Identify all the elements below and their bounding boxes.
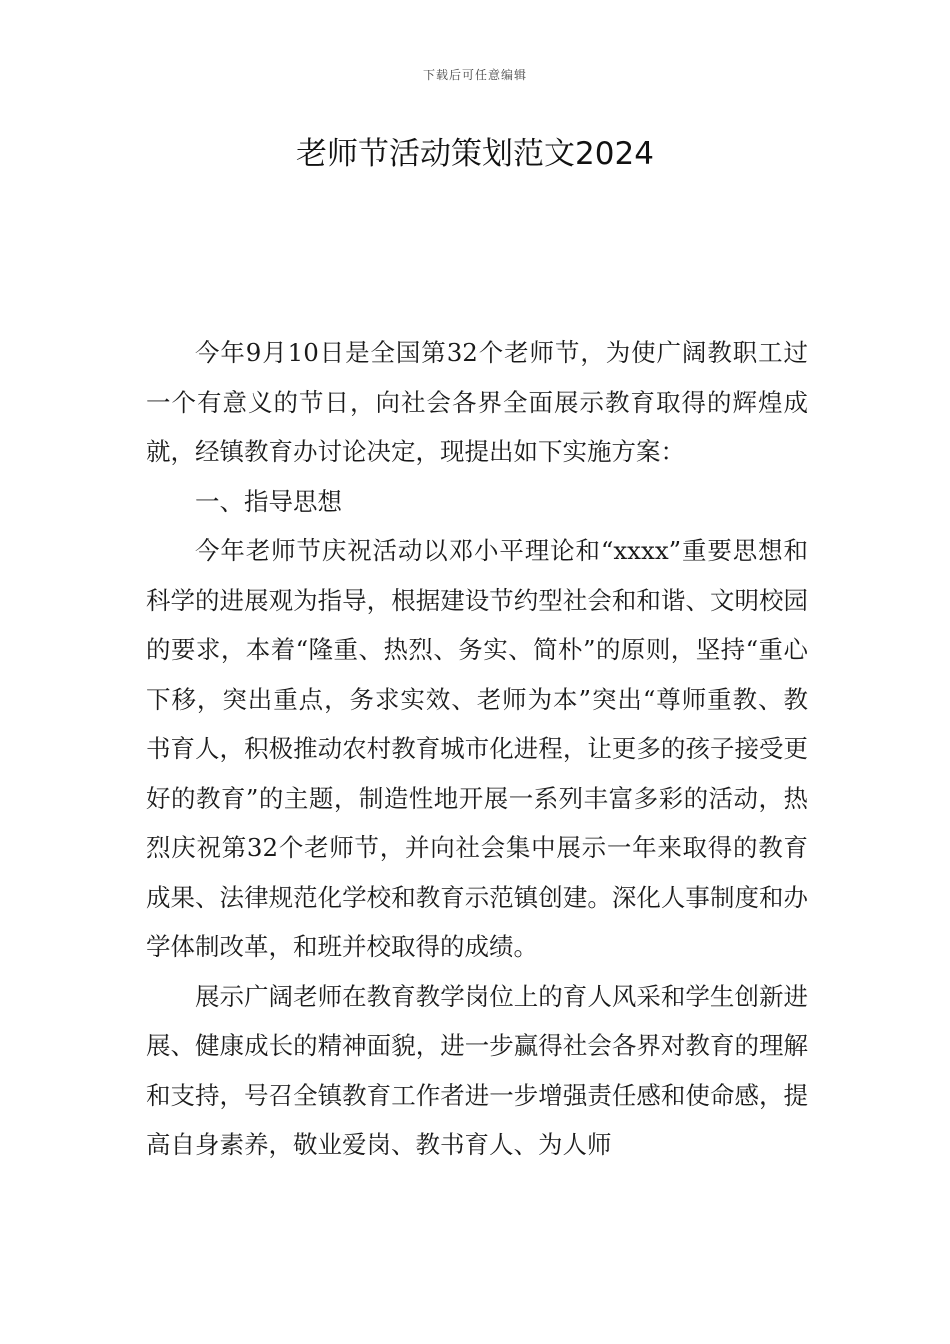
document-body: [146, 328, 808, 1170]
paragraph-guiding-ideology: 今年老师节庆祝活动以邓小平理论和“xxxx”重要思想和科学的进展观为指导，根据建设节约型社会和和谐、文明校园的要求，本着“隆重、热烈、务实、简朴”的原则，坚持“重心下移，突出重点，务求实效、老师为本”突出“尊师重教、教书育人，积极推动农村教育城市化进程，让更多的孩子接受更好的教育”的主题，制造性地开展一系列丰富多彩的活动，热烈庆祝第32个老师节，并向社会集中展示一年来取得的教育成果、法律规范化学校和教育示范镇创建。深化人事制度和办学体制改革，和班并校取得的成绩。: [146, 536, 808, 961]
document-title: 老师节活动策划范文2024: [296, 136, 654, 172]
header-note: 下载后可任意编辑: [422, 68, 527, 82]
paragraph-showcase: 展示广阔老师在教育教学岗位上的育人风采和学生创新进展、健康成长的精神面貌，进一步赢得社会各界对教育的理解和支持，号召全镇教育工作者进一步增强责任感和使命感，提高自身素养，敬业爱岗、教书育人、为人师: [146, 981, 808, 1159]
section-heading-guiding-ideology: 一、指导思想: [195, 486, 342, 516]
paragraph-intro: 今年9月10日是全国第32个老师节，为使广阔教职工过一个有意义的节日，向社会各界全面展示教育取得的辉煌成就，经镇教育办讨论决定，现提出如下实施方案：: [146, 338, 808, 466]
